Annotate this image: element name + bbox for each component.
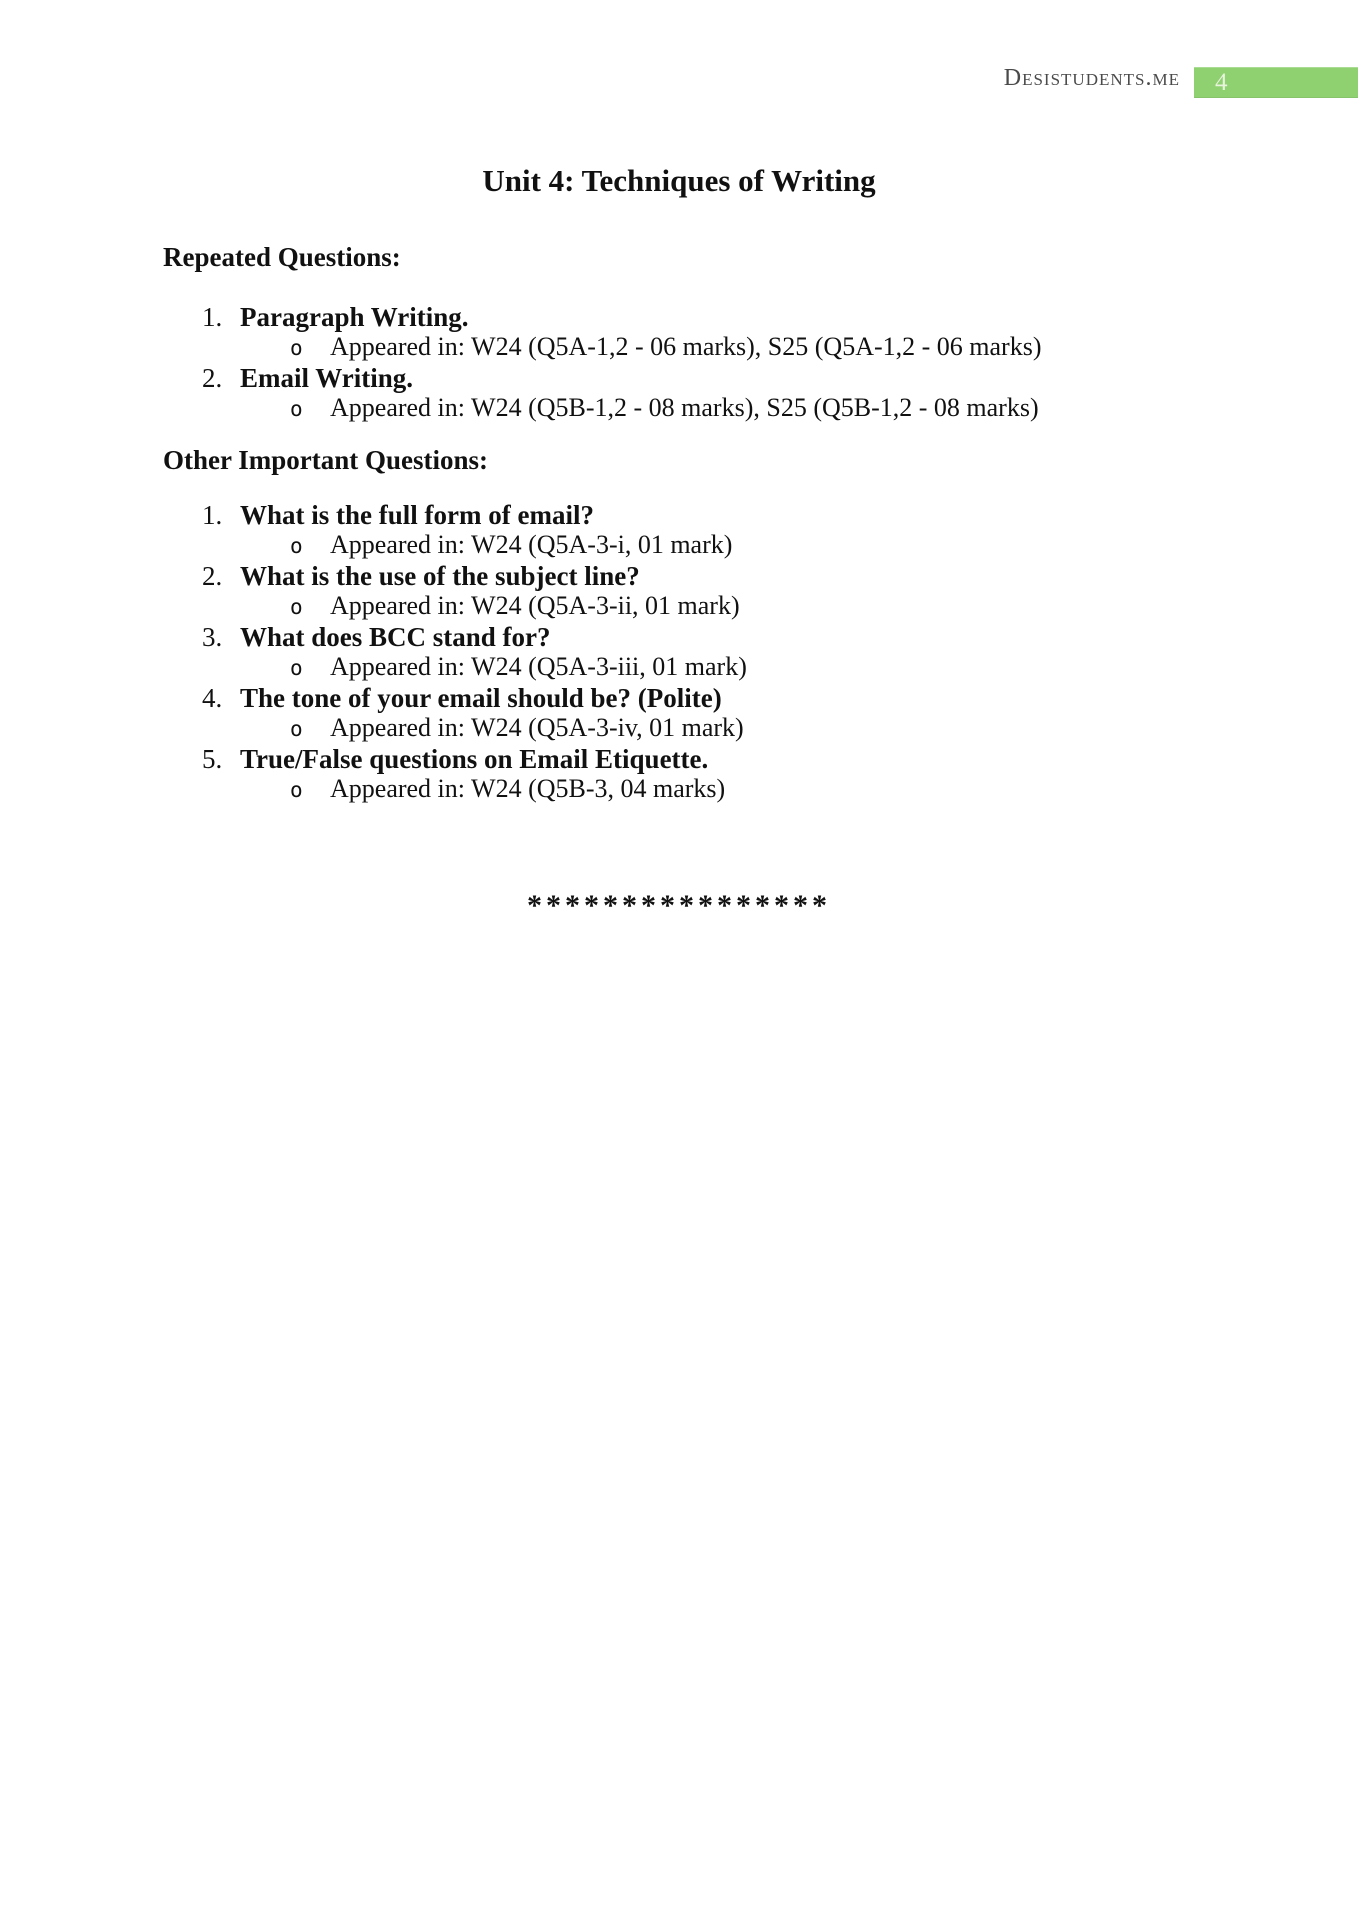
- list-item: [163, 561, 1223, 591]
- list-item: [163, 744, 1223, 774]
- appearance-detail: Appeared in: W24 (Q5B-3, 04 marks): [330, 774, 726, 803]
- list-item: [163, 363, 1223, 393]
- circle-bullet-icon: o: [290, 595, 303, 619]
- appearance-detail: Appeared in: W24 (Q5A-3-i, 01 mark): [330, 530, 733, 559]
- list-subitem: [163, 652, 1223, 683]
- list-item: [163, 500, 1223, 530]
- question-text: What is the full form of email?: [240, 500, 594, 530]
- list-subitem: [163, 591, 1223, 622]
- appearance-detail: Appeared in: W24 (Q5A-3-iv, 01 mark): [330, 713, 744, 742]
- question-text: True/False questions on Email Etiquette.: [240, 744, 709, 774]
- list-subitem: [163, 774, 1223, 805]
- list-subitem: [163, 530, 1223, 561]
- appearance-detail: Appeared in: W24 (Q5A-3-ii, 01 mark): [330, 591, 740, 620]
- circle-bullet-icon: o: [290, 534, 303, 558]
- question-text: Paragraph Writing.: [240, 302, 469, 332]
- item-number: 4.: [202, 683, 223, 713]
- appearance-detail: Appeared in: W24 (Q5A-1,2 - 06 marks), S25 (Q5A-1,2 - 06 marks): [330, 332, 1042, 361]
- circle-bullet-icon: o: [290, 656, 303, 680]
- question-text: What does BCC stand for?: [240, 622, 551, 652]
- circle-bullet-icon: o: [290, 778, 303, 802]
- item-number: 1.: [202, 302, 223, 332]
- circle-bullet-icon: o: [290, 336, 303, 360]
- section-heading-other-important: Other Important Questions:: [163, 445, 489, 475]
- circle-bullet-icon: o: [290, 397, 303, 421]
- list-subitem: [163, 713, 1223, 744]
- circle-bullet-icon: o: [290, 717, 303, 741]
- item-number: 2.: [202, 363, 223, 393]
- question-text: What is the use of the subject line?: [240, 561, 640, 591]
- item-number: 2.: [202, 561, 223, 591]
- question-text: Email Writing.: [240, 363, 414, 393]
- site-name: Desistudents.me: [1003, 65, 1180, 91]
- question-text: The tone of your email should be? (Polite): [240, 683, 722, 713]
- asterisk-separator: ****************: [527, 889, 831, 922]
- list-item: [163, 683, 1223, 713]
- item-number: 1.: [202, 500, 223, 530]
- document-content: [163, 242, 1223, 805]
- appearance-detail: Appeared in: W24 (Q5B-1,2 - 08 marks), S25 (Q5B-1,2 - 08 marks): [330, 393, 1039, 422]
- item-number: 5.: [202, 744, 223, 774]
- list-item: [163, 302, 1223, 332]
- page-number-badge: [1194, 67, 1358, 98]
- list-item: [163, 622, 1223, 652]
- list-subitem: [163, 332, 1223, 363]
- item-number: 3.: [202, 622, 223, 652]
- page-number: 4: [1215, 69, 1228, 96]
- list-subitem: [163, 393, 1223, 424]
- page-title: Unit 4: Techniques of Writing: [482, 163, 876, 198]
- section-heading-repeated: Repeated Questions:: [163, 242, 401, 272]
- appearance-detail: Appeared in: W24 (Q5A-3-iii, 01 mark): [330, 652, 747, 681]
